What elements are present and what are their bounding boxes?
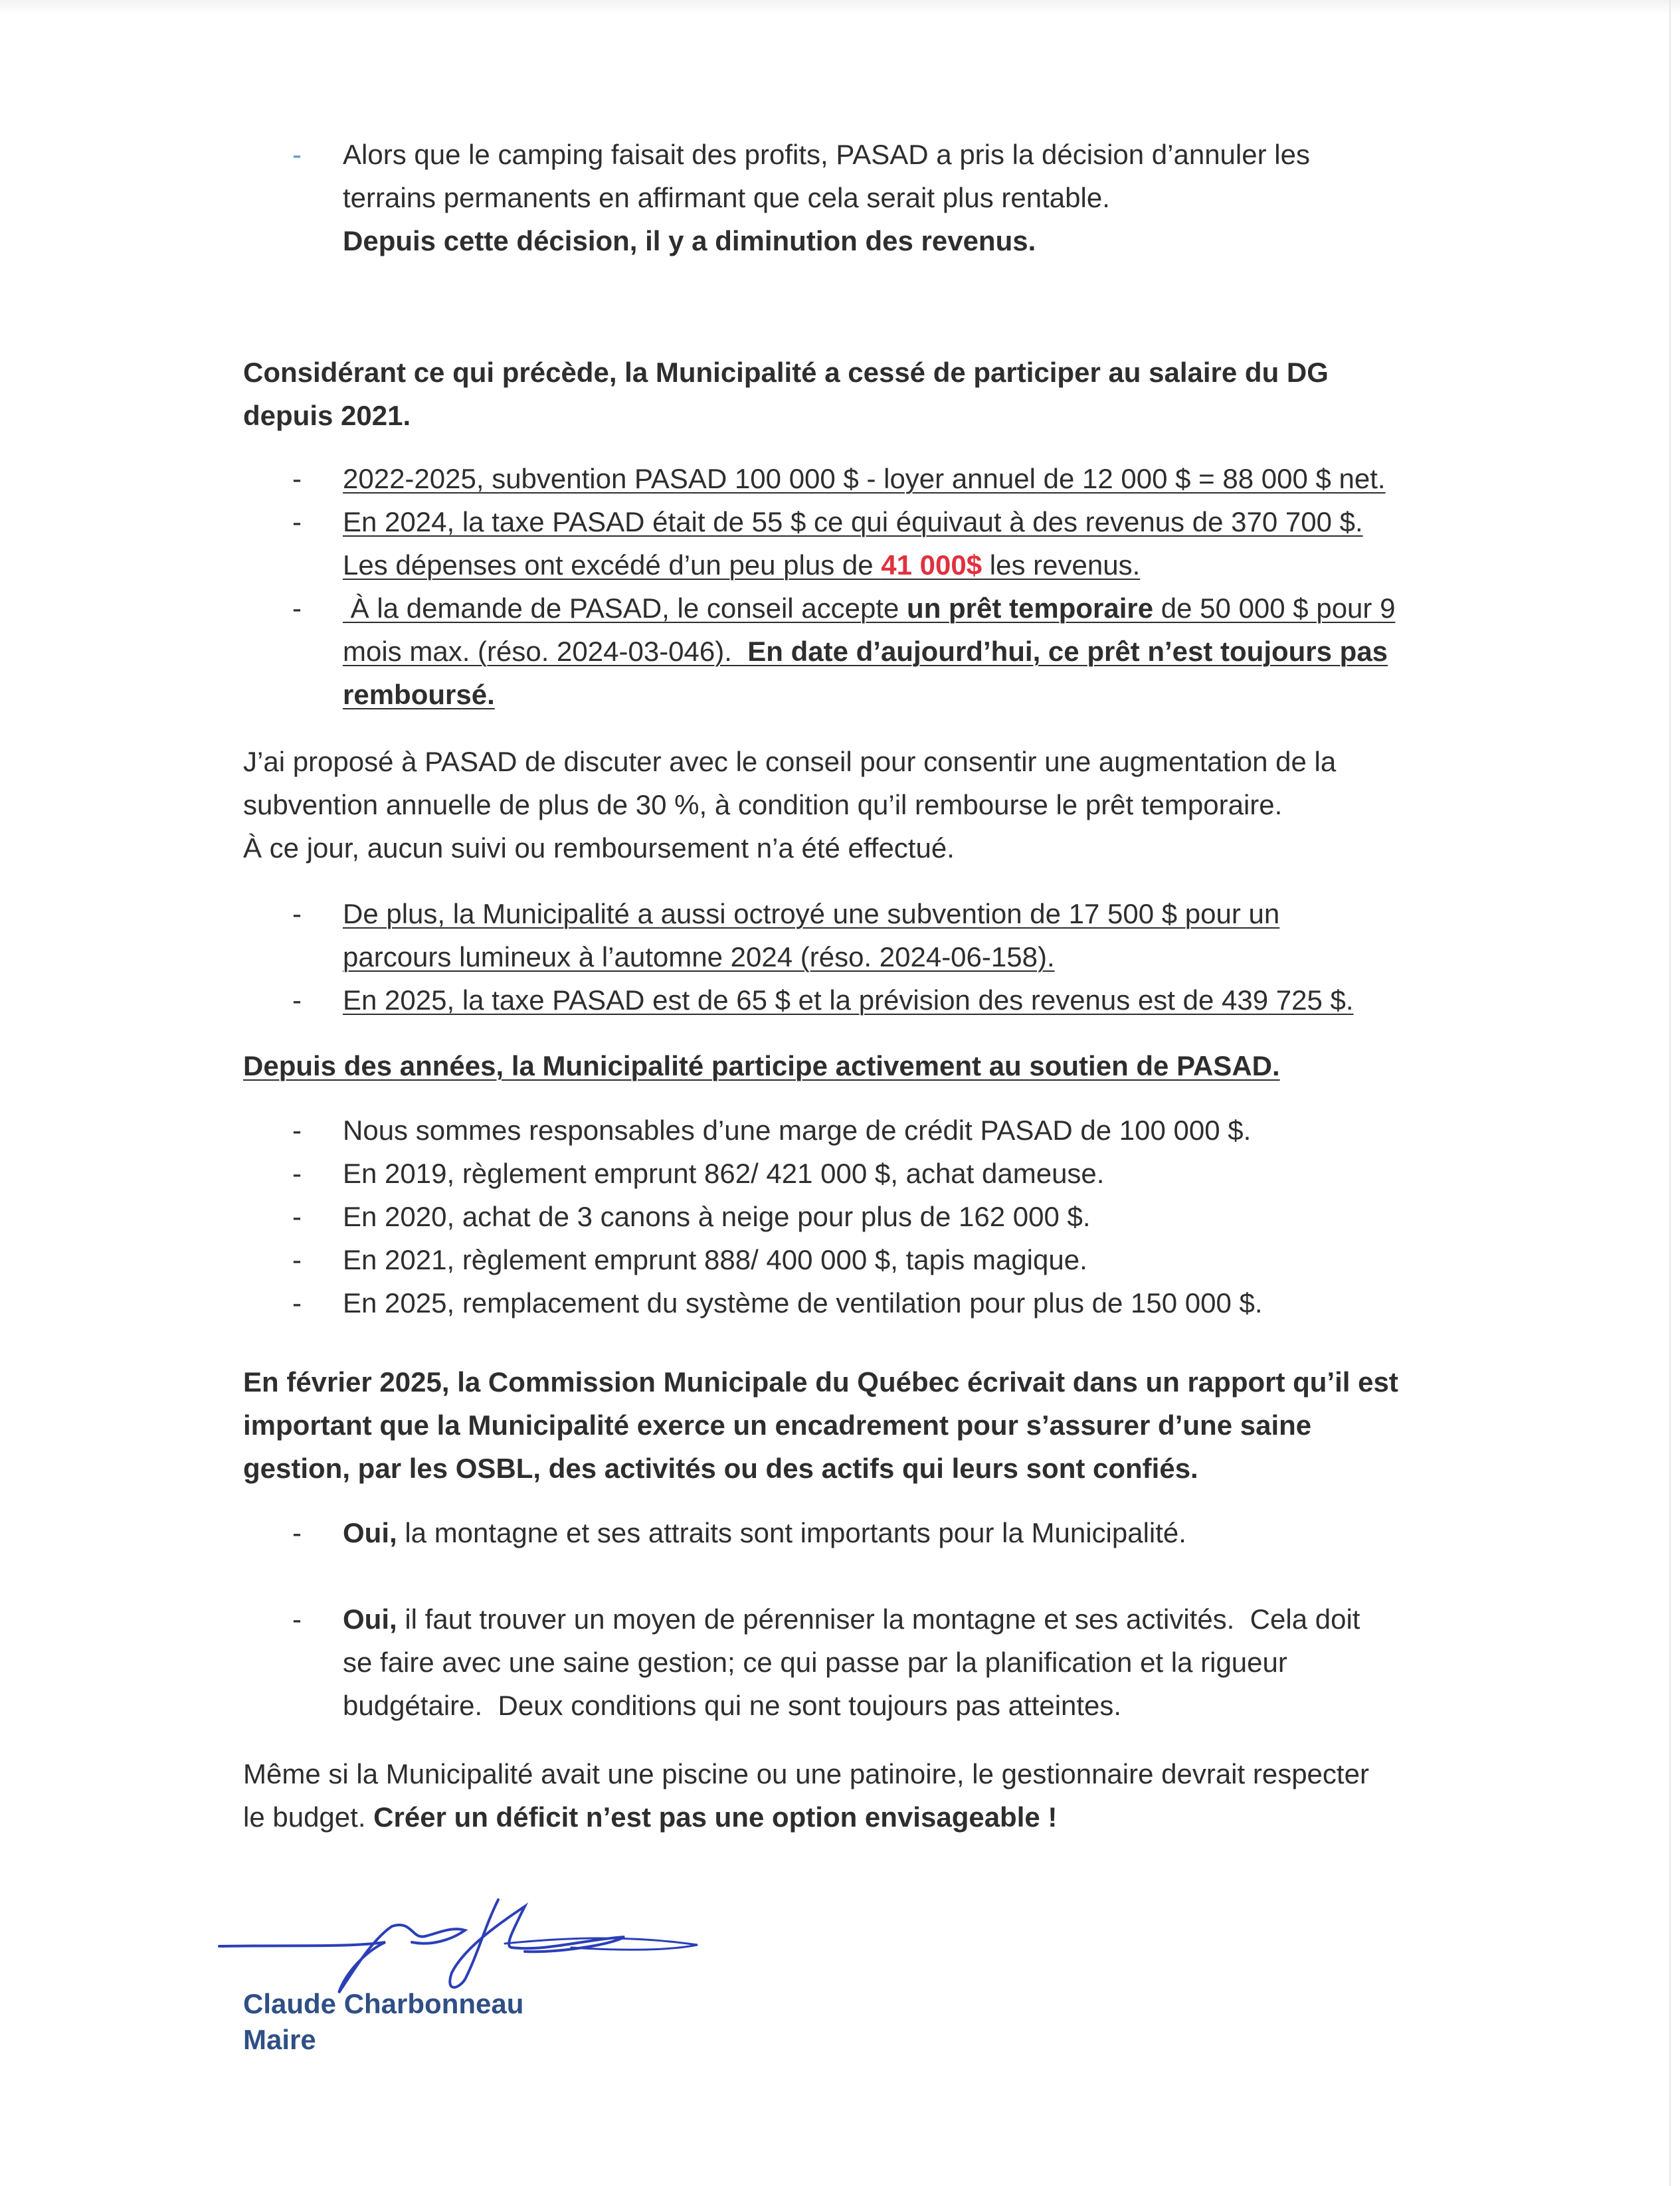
- section2-block: [243, 892, 1452, 1022]
- section-heading: depuis 2021.: [243, 400, 411, 431]
- signature-block: [243, 1986, 523, 2058]
- list-item-bold-text: En date d’aujourd’hui, ce prêt n’est toujours pas: [731, 636, 1388, 667]
- section-heading: En février 2025, la Commission Municipale du Québec écrivait dans un rapport qu’il est: [243, 1366, 1398, 1398]
- signer-title: Maire: [243, 2024, 316, 2055]
- closing-block: [243, 1752, 1452, 1839]
- list-item: [243, 457, 1452, 500]
- dash-marker: -: [292, 1201, 302, 1232]
- list-item-text: En 2021, règlement emprunt 888/ 400 000 $, tapis magique.: [343, 1244, 1087, 1275]
- dash-marker: -: [292, 1603, 302, 1635]
- paragraph-text: le budget.: [243, 1801, 374, 1833]
- list-item-text: parcours lumineux à l’automne 2024 (réso. 2024-06-158).: [343, 941, 1055, 972]
- list-spacer: [243, 1554, 1452, 1597]
- dash-marker: -: [292, 139, 302, 170]
- list-item-text: En 2024, la taxe PASAD était de 55 $ ce qui équivaut à des revenus de 370 700 $.: [343, 506, 1363, 537]
- list-item-bold-text: un prêt temporaire: [907, 592, 1154, 624]
- paragraph-block: [243, 740, 1452, 869]
- list-item: [243, 1109, 1452, 1152]
- list-item-bold-line: Depuis cette décision, il y a diminution des revenus.: [343, 225, 1036, 256]
- list-item-text: 2022-2025, subvention PASAD 100 000 $ - loyer annuel de 12 000 $ = 88 000 $ net.: [343, 463, 1386, 494]
- list-item-text: Nous sommes responsables d’une marge de crédit PASAD de 100 000 $.: [343, 1115, 1252, 1146]
- list-item-bold-text: Oui,: [343, 1603, 397, 1635]
- paragraph-bold-text: Créer un déficit n’est pas une option envisageable !: [373, 1801, 1058, 1833]
- list-item-text: À la demande de PASAD, le conseil accepte: [343, 592, 907, 624]
- list-item-bold-text: Oui,: [343, 1517, 397, 1548]
- dash-marker: -: [292, 506, 302, 537]
- list-item-text: budgétaire. Deux conditions qui ne sont toujours pas atteintes.: [343, 1690, 1122, 1721]
- list-item-text: se faire avec une saine gestion; ce qui passe par la planification et la rigueur: [343, 1647, 1287, 1678]
- list-item-text: les revenus.: [982, 549, 1141, 581]
- dash-marker: -: [292, 898, 302, 929]
- dash-marker: -: [292, 984, 302, 1016]
- section-heading: important que la Municipalité exerce un encadrement pour s’assurer d’une saine: [243, 1410, 1312, 1441]
- support-list: [243, 1109, 1452, 1324]
- section1-block: [243, 351, 1452, 716]
- dash-marker: -: [292, 1115, 302, 1146]
- list-item: [243, 892, 1452, 978]
- list-item: [243, 1281, 1452, 1324]
- paragraph-line: Même si la Municipalité avait une piscine ou une patinoire, le gestionnaire devrait respecter: [243, 1758, 1369, 1789]
- list-item-text: mois max. (réso. 2024-03-046).: [343, 636, 732, 667]
- list-item-text: En 2025, la taxe PASAD est de 65 $ et la prévision des revenus est de 439 725 $.: [343, 984, 1354, 1016]
- list-item-line: Alors que le camping faisait des profits, PASAD a pris la décision d’annuler les: [343, 139, 1310, 170]
- dash-marker: -: [292, 592, 302, 624]
- list-item: [243, 1597, 1452, 1727]
- paragraph-line: J’ai proposé à PASAD de discuter avec le conseil pour consentir une augmentation de la: [243, 746, 1337, 777]
- list-item-text: En 2020, achat de 3 canons à neige pour plus de 162 000 $.: [343, 1201, 1091, 1232]
- dash-marker: -: [292, 1517, 302, 1548]
- list-item: [243, 1511, 1452, 1554]
- dash-marker: -: [292, 1244, 302, 1275]
- paragraph-line: subvention annuelle de plus de 30 %, à condition qu’il rembourse le prêt temporaire.: [243, 789, 1283, 820]
- list-item-text: la montagne et ses attraits sont importants pour la Municipalité.: [397, 1517, 1186, 1548]
- list-item-text: de 50 000 $ pour 9: [1153, 592, 1396, 624]
- list-item-text: De plus, la Municipalité a aussi octroyé une subvention de 17 500 $ pour un: [343, 898, 1280, 929]
- section3-block: [243, 1044, 1452, 1324]
- list-item-text: En 2025, remplacement du système de ventilation pour plus de 150 000 $.: [343, 1287, 1263, 1319]
- list-item-text: En 2019, règlement emprunt 862/ 421 000 $, achat dameuse.: [343, 1158, 1105, 1189]
- section4-block: [243, 1360, 1452, 1727]
- list-item-bold-text: remboursé.: [343, 679, 495, 710]
- list-item: [243, 1238, 1452, 1281]
- section-heading: Considérant ce qui précède, la Municipalité a cessé de participer au salaire du DG: [243, 357, 1329, 388]
- list-item: [243, 133, 1452, 262]
- signer-name: Claude Charbonneau: [243, 1988, 524, 2019]
- dash-marker: -: [292, 1287, 302, 1319]
- list-item: [243, 500, 1452, 587]
- section-heading: gestion, par les OSBL, des activités ou des actifs qui leurs sont confiés.: [243, 1453, 1198, 1484]
- list-item-text: il faut trouver un moyen de pérenniser la montagne et ses activités. Cela doit: [397, 1603, 1360, 1635]
- highlighted-amount: 41 000$: [881, 549, 982, 581]
- list-item: [243, 587, 1452, 716]
- list-item: [243, 1195, 1452, 1238]
- section-heading: Depuis des années, la Municipalité participe activement au soutien de PASAD.: [243, 1050, 1280, 1081]
- list-item-line: terrains permanents en affirmant que cela serait plus rentable.: [343, 182, 1110, 213]
- top-bullet-block: [243, 133, 1452, 262]
- paragraph-line: À ce jour, aucun suivi ou remboursement n’a été effectué.: [243, 832, 955, 864]
- dash-marker: -: [292, 463, 302, 494]
- list-item: [243, 978, 1452, 1022]
- list-item: [243, 1152, 1452, 1195]
- list-item-text: Les dépenses ont excédé d’un peu plus de: [343, 549, 882, 581]
- dash-marker: -: [292, 1158, 302, 1189]
